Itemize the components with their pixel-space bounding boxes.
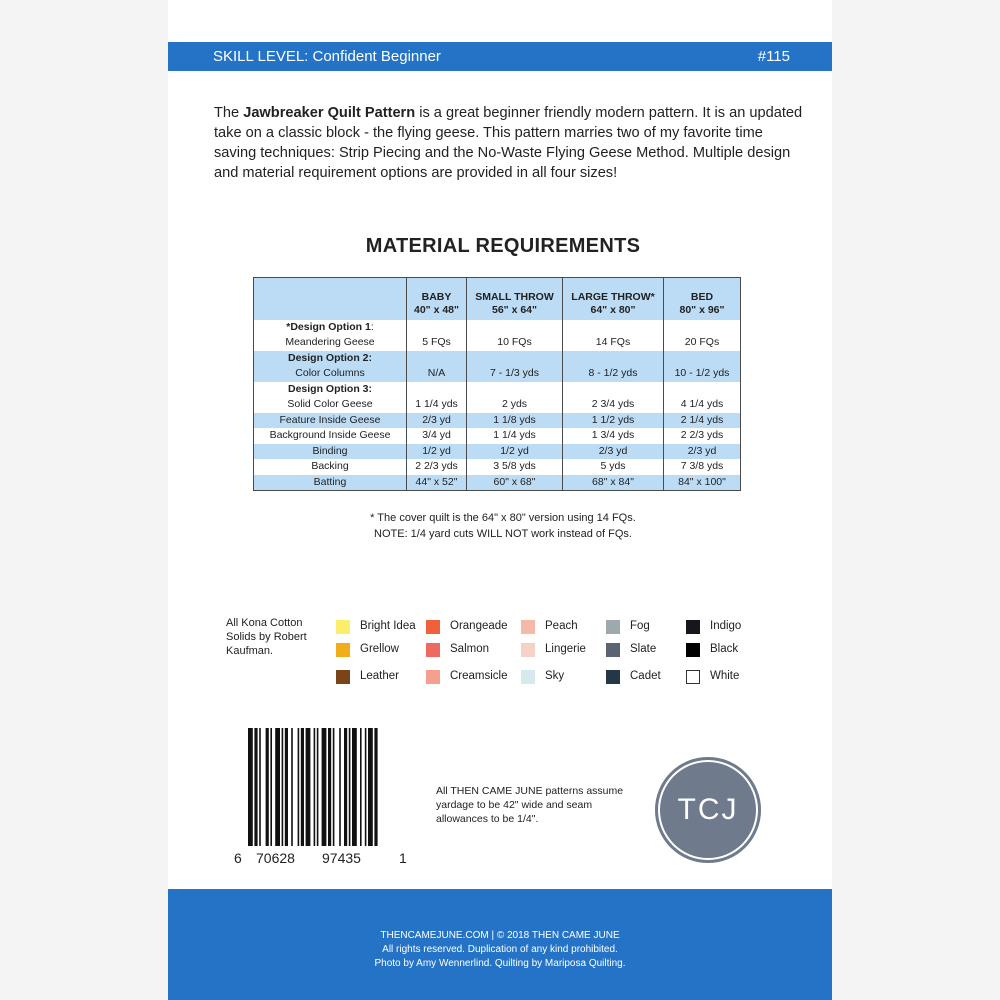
table-cell: 2 1/4 yds (664, 413, 741, 429)
table-cell: 1 1/2 yds (563, 413, 664, 429)
barcode-bar (259, 728, 261, 846)
footer-rights: All rights reserved. Duplication of any kind prohibited. (382, 944, 618, 955)
row-label: Batting (254, 475, 407, 491)
column-header: BED 80" x 96" (664, 278, 741, 320)
color-swatch-icon (686, 620, 700, 634)
fabric-line-credit: All Kona Cotton Solids by Robert Kaufman. (226, 617, 307, 657)
table-cell: 1/2 yd (467, 444, 563, 460)
table-row (254, 335, 741, 351)
table-row (254, 351, 741, 367)
table-cell: 2 2/3 yds (407, 459, 467, 475)
row-label: Color Columns (254, 366, 407, 382)
table-row (254, 366, 741, 382)
column-header: BABY 40" x 48" (407, 278, 467, 320)
table-row (254, 444, 741, 460)
barcode-bar (298, 728, 300, 846)
table-row (254, 428, 741, 444)
table-row (254, 413, 741, 429)
barcode-bar (285, 728, 288, 846)
footer-bar (168, 889, 832, 1000)
footer-text (168, 929, 832, 971)
barcode-digit-group: 70628 (256, 850, 295, 866)
table-cell: 1 1/4 yds (467, 428, 563, 444)
table-row (254, 459, 741, 475)
table-row (254, 475, 741, 491)
table-header-row (254, 278, 741, 320)
barcode-bar (365, 728, 367, 846)
barcode-bar (328, 728, 331, 846)
barcode-bar (352, 728, 357, 846)
barcode-bar (344, 728, 347, 846)
table-cell: 2/3 yd (563, 444, 664, 460)
barcode-bar (270, 728, 272, 846)
barcode-bar (322, 728, 327, 846)
color-swatch-icon (521, 670, 535, 684)
row-label: Feature Inside Geese (254, 413, 407, 429)
footer-copyright: THENCAMEJUNE.COM | © 2018 THEN CAME JUNE (380, 930, 620, 941)
barcode-bar (374, 728, 377, 846)
pattern-number: #115 (757, 48, 790, 65)
table-cell: 7 3/8 yds (664, 459, 741, 475)
table-cell: 20 FQs (664, 335, 741, 351)
table-cell: 10 FQs (467, 335, 563, 351)
column-header: SMALL THROW 56" x 64" (467, 278, 563, 320)
table-cell: 2 3/4 yds (563, 397, 664, 413)
barcode-bar (275, 728, 280, 846)
table-row (254, 397, 741, 413)
table-cell: 7 - 1/3 yds (467, 366, 563, 382)
color-swatch-icon (336, 670, 350, 684)
color-swatch-icon (336, 643, 350, 657)
table-cell: 5 yds (563, 459, 664, 475)
color-swatch-icon (426, 620, 440, 634)
design-option-2-title: Design Option 2: (254, 351, 407, 367)
table-cell: N/A (407, 366, 467, 382)
table-cell: 2 yds (467, 397, 563, 413)
intro-lead: The (214, 105, 244, 121)
table-cell: 3 5/8 yds (467, 459, 563, 475)
barcode-bar (314, 728, 316, 846)
row-label: Solid Color Geese (254, 397, 407, 413)
design-option-1-title: *Design Option 1: (254, 320, 407, 336)
barcode-bar (339, 728, 341, 846)
row-label: Meandering Geese (254, 335, 407, 351)
table-cell: 1/2 yd (407, 444, 467, 460)
material-requirements-title: MATERIAL REQUIREMENTS (365, 235, 641, 257)
table-cell: 8 - 1/2 yds (563, 366, 664, 382)
material-requirements-table (253, 277, 741, 491)
material-note (168, 510, 838, 542)
barcode-bar (301, 728, 304, 846)
intro-body: is a great beginner friendly modern pattern. It is an updated take on a classic block - the flying geese. This pattern marries two of my favorite time saving techniques: Strip Piecing and the No-Waste Flying Geese Method. Multiple design and material requirement options are provided in all four sizes! (214, 105, 803, 181)
barcode-icon (246, 728, 410, 848)
barcode-digit-group: 97435 (322, 850, 361, 866)
table-cell: 1 1/8 yds (467, 413, 563, 429)
barcode-bar (266, 728, 269, 846)
table-row (254, 320, 741, 336)
color-swatch-icon (686, 670, 700, 684)
color-swatch-icon (426, 643, 440, 657)
color-swatch-icon (606, 670, 620, 684)
pattern-description (214, 103, 806, 183)
barcode-bar (254, 728, 257, 846)
color-swatch-icon (606, 643, 620, 657)
cover-quilt-note: * The cover quilt is the 64" x 80" version using 14 FQs. (370, 512, 636, 524)
skill-level: SKILL LEVEL: Confident Beginner (213, 48, 441, 65)
footer-credits: Photo by Amy Wennerlind. Quilting by Mariposa Quilting. (374, 958, 626, 969)
barcode-digit-group: 6 (234, 850, 242, 866)
row-label: Backing (254, 459, 407, 475)
color-swatch-icon (521, 643, 535, 657)
table-row (254, 382, 741, 398)
color-swatch-icon (521, 620, 535, 634)
barcode-bar (368, 728, 373, 846)
table-cell: 60" x 68" (467, 475, 563, 491)
color-swatch-icon (606, 620, 620, 634)
table-cell: 2/3 yd (407, 413, 467, 429)
fabric-swatch-legend: Bright Idea Grellow Leather Orangeade Salmon Creamsicle Peach Lingerie Sky Fog Slate Cadet Indigo Black White (336, 619, 776, 689)
table-cell: 2 2/3 yds (664, 428, 741, 444)
barcode-bar (349, 728, 351, 846)
table-corner-cell (254, 278, 407, 320)
table-cell: 14 FQs (563, 335, 664, 351)
skill-level-bar (168, 42, 832, 71)
table-cell: 4 1/4 yds (664, 397, 741, 413)
table-cell: 44" x 52" (407, 475, 467, 491)
barcode-bar (282, 728, 284, 846)
barcode-bar (333, 728, 335, 846)
tcj-logo: TCJ (655, 757, 761, 863)
barcode-bar (306, 728, 311, 846)
yardage-note: All THEN CAME JUNE patterns assume yardage to be 42" wide and seam allowances to be 1/4". (436, 785, 624, 825)
table-cell: 1 1/4 yds (407, 397, 467, 413)
color-swatch-icon (686, 643, 700, 657)
pattern-name: Jawbreaker Quilt Pattern (243, 105, 416, 121)
table-cell: 84" x 100" (664, 475, 741, 491)
table-cell: 10 - 1/2 yds (664, 366, 741, 382)
pattern-back-cover (168, 0, 832, 1000)
column-header: LARGE THROW* 64" x 80" (563, 278, 664, 320)
table-cell: 1 3/4 yds (563, 428, 664, 444)
row-label: Binding (254, 444, 407, 460)
design-option-3-title: Design Option 3: (254, 382, 407, 398)
barcode-bar (360, 728, 362, 846)
fq-warning-note: NOTE: 1/4 yard cuts WILL NOT work instead of FQs. (374, 528, 632, 540)
row-label: Background Inside Geese (254, 428, 407, 444)
color-swatch-icon (426, 670, 440, 684)
table-cell: 5 FQs (407, 335, 467, 351)
barcode-digit-group: 1 (399, 850, 407, 866)
table-cell: 2/3 yd (664, 444, 741, 460)
table-cell: 68" x 84" (563, 475, 664, 491)
barcode-bar (248, 728, 253, 846)
barcode-bar (317, 728, 319, 846)
table-cell: 3/4 yd (407, 428, 467, 444)
barcode-bar (291, 728, 293, 846)
color-swatch-icon (336, 620, 350, 634)
